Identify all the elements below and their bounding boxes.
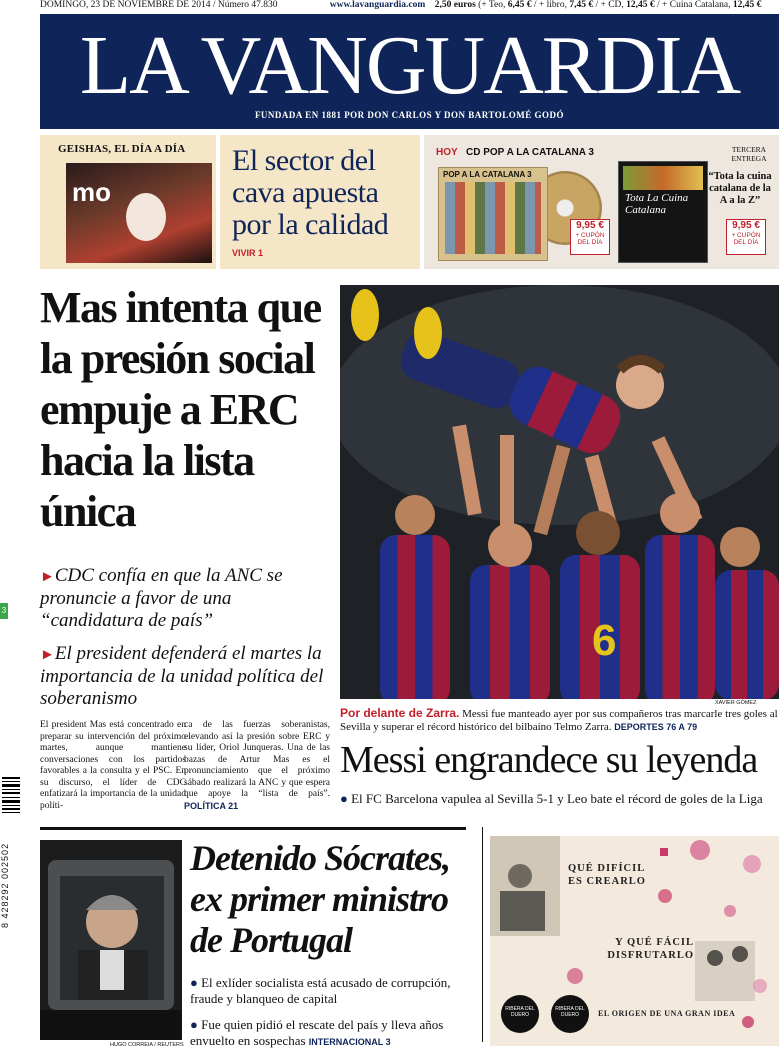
column-rule <box>482 827 483 1042</box>
ad-line-1: QUÉ DIFÍCIL ES CREARLO <box>568 863 646 887</box>
red-triangle-icon: ► <box>40 569 55 585</box>
promo-hoy: HOY <box>436 147 458 158</box>
lead-deck-2: ►El president defenderá el martes la importancia de la unidad política del soberanismo <box>40 643 324 709</box>
cd-cover-grid <box>445 182 541 254</box>
price-tag-book: 9,95 € + CUPÓN DEL DÍA <box>726 219 766 255</box>
socrates-bullet-1: ● El exlíder socialista está acusado de corrupción, fraude y blanqueo de capital <box>190 975 451 1006</box>
book-cover-photo <box>623 166 703 190</box>
website-link[interactable]: www.lavanguardia.com <box>329 0 426 10</box>
lead-deck-1: ►CDC confía en que la ANC se pronuncie a favor de una “candidatura de país” <box>40 565 283 631</box>
messi-photo-credit: XAVIER GÓMEZ <box>715 700 757 706</box>
price-tag-cd: 9,95 € + CUPÓN DEL DÍA <box>570 219 610 255</box>
advertisement-ribera-del-duero[interactable] <box>490 836 779 1046</box>
socrates-bullet-2: ● Fue quien pidió el rescate del país y lleva años envuelto en sospechas INTERNACIONAL 3 <box>190 1017 444 1048</box>
promo-cd-title: CD POP A LA CATALANA 3 <box>466 147 594 158</box>
lead-body-col2: ca de las fuerzas soberanistas, elevando así la presión sobre ERC y su líder, Oriol Junqueras. Una de las bazas de Artur Mas es el pronunciamiento que el próximo sábado realizará la ANC y que espera que apoye la “lista de país”. POLÍTICA 21 <box>184 720 330 811</box>
issue-date: DOMINGO, 23 DE NOVIEMBRE DE 2014 / Número 47.830 <box>40 0 278 10</box>
promo-box[interactable] <box>424 135 779 269</box>
cd-cover-image <box>438 167 548 261</box>
cover-price: 2,50 euros <box>434 0 476 10</box>
teaser-geishas[interactable] <box>40 135 216 269</box>
barcode-number: 8 428292 002502 <box>0 842 10 928</box>
teaser-geishas-title: GEISHAS, EL DÍA A DÍA <box>58 143 186 155</box>
socrates-photo <box>40 840 182 1040</box>
green-section-badge: 3 <box>0 603 8 619</box>
masthead-tagline: FUNDADA EN 1881 POR DON CARLOS Y DON BARTOLOMÉ GODÓ <box>254 110 565 120</box>
messi-photo <box>340 285 779 699</box>
teaser-cava-kicker: VIVIR 1 <box>232 248 264 258</box>
bullet-icon: ● <box>190 975 198 990</box>
red-triangle-icon: ► <box>40 647 55 663</box>
promo-tercera: TERCERA ENTREGA <box>731 145 767 163</box>
bullet-icon: ● <box>190 1017 198 1032</box>
socrates-photo-credit: HUGO CORREIA / REUTERS <box>110 1042 184 1048</box>
messi-caption: Por delante de Zarra. Messi fue manteado ayer por sus compañeros tras marcarle tres goles al Sevilla y superar el récord histórico del bilbaíno Telmo Zarra. DEPORTES 76 A 79 <box>340 706 778 733</box>
magazine-cover-image <box>66 163 212 263</box>
newspaper-logo[interactable]: LA VANGUARDIA <box>79 19 740 112</box>
ad-line-2: Y QUÉ FÁCIL DISFRUTARLO <box>607 937 694 961</box>
magazine-logo: mo <box>72 177 111 207</box>
socrates-headline[interactable]: Detenido Sócrates, ex primer ministro de Portugal <box>190 838 450 960</box>
messi-headline[interactable]: Messi engrandece su leyenda <box>340 739 758 781</box>
book-cover-title: Tota La Cuina Catalana <box>625 192 689 216</box>
cd-cover-label: POP A LA CATALANA 3 <box>443 170 532 179</box>
lead-body-col1: El president Mas está concentrado en preparar su intervención del próximo martes, aunque mantiene conversaciones con los partidos favorables a la consulta y el PSC. En su discurso, el líder de CDC enfatizará la importancia de la unidad políti- <box>40 720 186 811</box>
caption-lead: Por delante de Zarra. <box>340 706 460 720</box>
teaser-cava-headline: El sector del cava apuesta por la calidad <box>232 144 389 241</box>
top-info-bar: DOMINGO, 23 DE NOVIEMBRE DE 2014 / Número 47.830 www.lavanguardia.com 2,50 euros (+ Teo, 6,45 € / + libro, 7,45 € / + CD, 12,45 € / + Cuina Catalana, 12,45 € <box>40 0 762 10</box>
shirt-number: 6 <box>592 616 617 665</box>
ad-tagline: EL ORIGEN DE UNA GRAN IDEA <box>598 1009 736 1018</box>
socrates-kicker[interactable]: INTERNACIONAL 3 <box>308 1037 391 1047</box>
masthead <box>40 14 779 129</box>
messi-celebration-illustration <box>340 285 779 699</box>
teaser-cava[interactable] <box>220 135 420 269</box>
lead-headline[interactable]: Mas intenta que la presión social empuje a ERC hacia la lista única <box>40 283 321 536</box>
section-rule <box>40 827 466 830</box>
ad-seal-1: RIBERA DEL DUERO <box>505 1006 535 1018</box>
promo-quote: “Tota la cuina catalana de la A a la Z” <box>708 171 772 206</box>
geisha-face <box>126 193 166 241</box>
ad-seal-2: RIBERA DEL DUERO <box>555 1006 585 1018</box>
messi-subhead: ● El FC Barcelona vapulea al Sevilla 5-1 y Leo bate el récord de goles de la Liga <box>340 791 763 806</box>
book-cover-image <box>618 161 708 263</box>
socrates-car-illustration <box>40 840 182 1040</box>
lead-body-kicker[interactable]: POLÍTICA 21 <box>184 800 239 811</box>
messi-kicker[interactable]: DEPORTES 76 A 79 <box>614 722 698 732</box>
bullet-icon: ● <box>340 791 348 806</box>
